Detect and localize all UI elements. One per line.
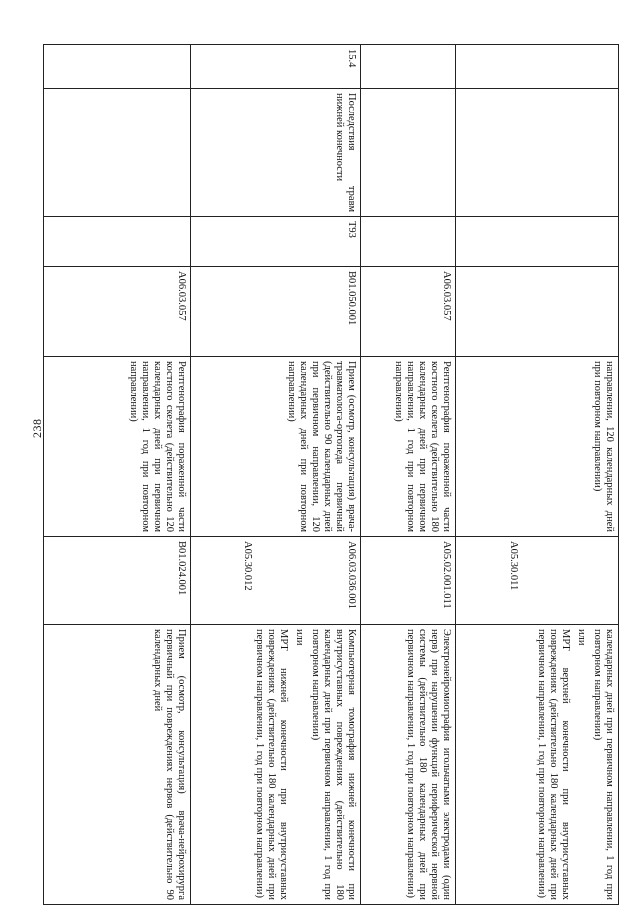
service-text-cell: Рентгенография пораженной части костного скелета (действительно 180 календарных дней при первичном направлении, 1 год при повторном направлении) <box>361 357 456 537</box>
row-number-cell <box>456 45 619 89</box>
service-code-cell: A06.03.057 <box>361 267 456 357</box>
row-number-cell <box>361 45 456 89</box>
service-text: МРТ верхней конечности при внутрисуставных повреждениях (действительно 180 календарных дней при первичном направлении, 1 год при повторном направлении) <box>536 629 571 900</box>
icd-code-cell: T93 <box>191 217 361 267</box>
table-row <box>191 45 361 905</box>
page-number: 238 <box>30 418 44 438</box>
service-text-cell: Рентгенография пораженной части костного скелета (действительно 120 календарных дней при первичном направлении, 1 год при повторном направлении) <box>44 357 191 537</box>
service-text-cell: Прием (осмотр, консультация) врача-нейрохирурга первичный при повреждениях нервов (действительно 90 календарных дней <box>44 625 191 905</box>
service-code-cell: A06.03.057 <box>44 267 191 357</box>
service-code-cell <box>191 537 361 625</box>
service-code: A06.03.036.001 <box>346 541 357 609</box>
service-text-cell <box>456 625 619 905</box>
service-code-cell: B01.050.001 <box>191 267 361 357</box>
service-code-cell: B01.024.001 <box>44 537 191 625</box>
diagnosis-cell: Последствия травм нижней конечности <box>191 89 361 217</box>
referral-table <box>43 44 619 905</box>
icd-code-cell <box>361 217 456 267</box>
or-label: или <box>294 629 305 646</box>
service-text: МРТ нижней конечности при внутрисуставных повреждениях (действительно 180 календарных дней при первичном направлении, 1 год при повторном направлении) <box>254 629 289 900</box>
icd-code-cell <box>44 217 191 267</box>
service-text-cell: Электронейромиография игольчатыми электродами (один нерв) при нарушении функций периферической нервной системы (действительно 180 календарных дней при первичном направлении, 1 год при повторном направлении) <box>361 625 456 905</box>
row-number-cell <box>44 45 191 89</box>
rotated-page <box>44 44 619 904</box>
service-text-cell: Прием (осмотр, консультация) врача-травматолога-ортопеда первичный (действительно 90 календарных дней при первичном направлении, 120 календарных дней при повторном направлении) <box>191 357 361 537</box>
table-row <box>44 45 191 905</box>
service-code-cell: A05.02.001.011 <box>361 537 456 625</box>
row-number-cell: 15.4 <box>191 45 361 89</box>
service-code: A05.30.012 <box>242 541 253 591</box>
service-code-cell <box>456 267 619 357</box>
diagnosis-cell <box>44 89 191 217</box>
service-text: Компьютерная томография нижней конечности при внутрисуставных повреждениях (действительно 180 календарных дней при первичном направлении, 1 год при повторном направлении) <box>310 629 357 900</box>
service-text: календарных дней при первичном направлении, 1 год при повторном направлении) <box>592 629 615 900</box>
table-row <box>361 45 456 905</box>
icd-code-cell <box>456 217 619 267</box>
diagnosis-cell <box>361 89 456 217</box>
service-text-cell: направлении, 120 календарных дней при повторном направлении) <box>456 357 619 537</box>
table-row <box>456 45 619 905</box>
service-code: A05.30.011 <box>508 541 519 591</box>
service-code-cell <box>456 537 619 625</box>
or-label: или <box>576 629 587 646</box>
diagnosis-cell <box>456 89 619 217</box>
service-text-cell <box>191 625 361 905</box>
